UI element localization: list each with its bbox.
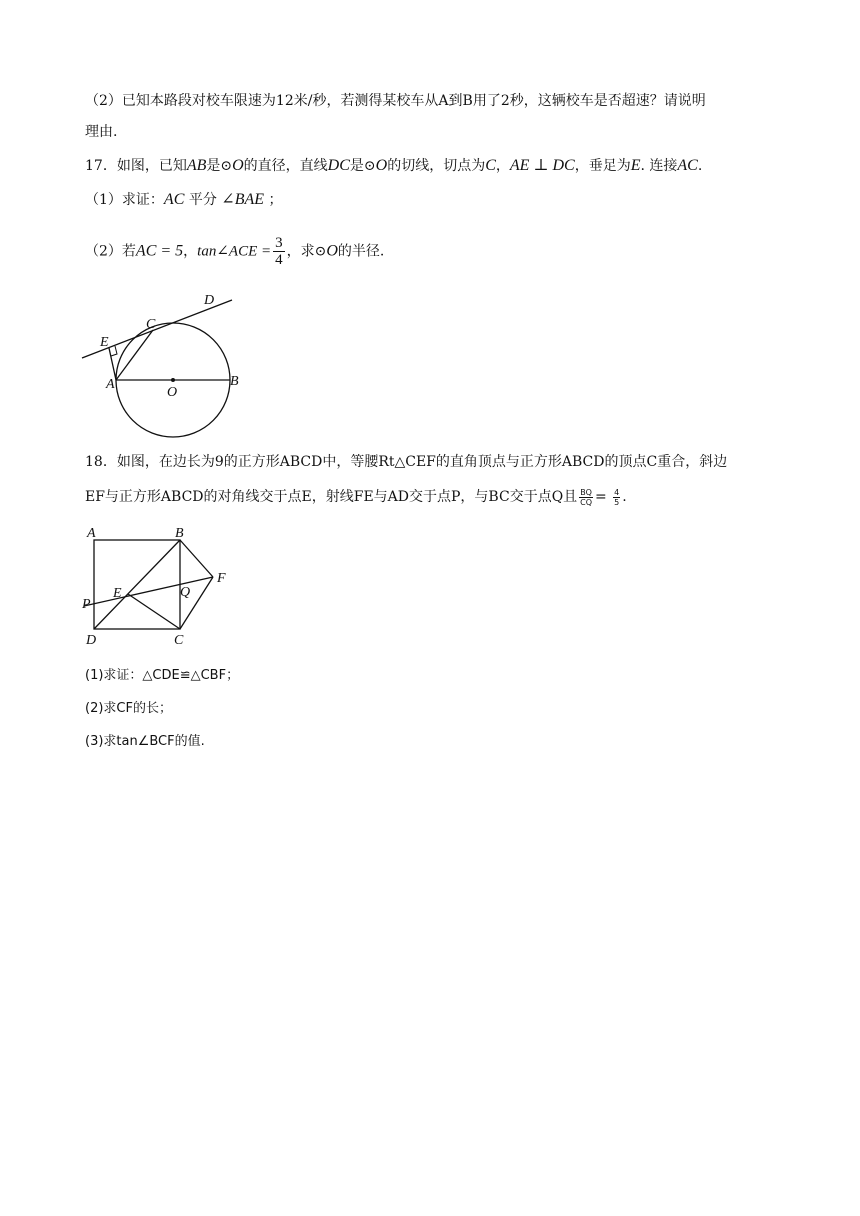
circle-tangent-figure (70, 290, 260, 440)
label-b: B (230, 374, 239, 389)
label-a: A (106, 377, 115, 392)
q17-stem-text: 是⊙ (206, 158, 233, 174)
math-angle-bae: ∠BAE (221, 191, 265, 208)
label-e: E (100, 335, 109, 350)
q17-part1-text: （1）求证： (85, 192, 164, 208)
q17-stem-text: ， (495, 158, 510, 174)
ray-fp (84, 577, 213, 606)
right-angle-mark (111, 346, 117, 356)
segment-ec (128, 594, 180, 629)
q16-part2-line2: 理由. (85, 124, 118, 140)
math-tan-ace: tan∠ACE = (197, 243, 272, 260)
label-o: O (167, 385, 178, 400)
label-c: C (146, 317, 156, 332)
label-f: F (217, 571, 226, 586)
fraction-numerator: 3 (275, 235, 283, 251)
math-c: C (485, 157, 496, 174)
q17-stem-text: 的切线，切点为 (387, 158, 486, 174)
fraction-numerator: BQ (580, 487, 592, 497)
q18-part3: (3)求tan∠BCF的值. (85, 734, 205, 749)
q17-part1 (85, 190, 282, 210)
label-q: Q (180, 585, 191, 600)
q17-stem-text: 17．如图，已知 (85, 158, 187, 174)
q18-line1: 18．如图，在边长为9的正方形ABCD中，等腰Rt△CEF的直角顶点与正方形ABCD的顶点C重合，斜边 (85, 454, 728, 470)
label-b: B (175, 526, 184, 541)
q17-stem (85, 156, 702, 176)
q17-part1-text: 平分 (184, 192, 222, 208)
q18-line2-text: EF与正方形ABCD的对角线交于点E，射线FE与AD交于点P，与BC交于点Q且 (85, 489, 578, 505)
fraction-four-fifths (613, 488, 620, 507)
q17-stem-text: ，垂足为 (574, 158, 631, 174)
fraction-numerator: 4 (614, 487, 620, 497)
label-a: A (87, 526, 96, 541)
q18-line2-text: . (622, 489, 627, 505)
fraction-denominator: CQ (580, 497, 593, 507)
q17-part2-text: ， (183, 243, 198, 260)
fraction-three-quarters (273, 235, 285, 268)
center-point-o (171, 378, 175, 382)
math-ac-eq-5: AC = 5 (135, 242, 184, 260)
math-e: E (630, 157, 641, 174)
q17-stem-text: . (697, 158, 703, 174)
q17-part2 (85, 235, 384, 268)
label-e: E (113, 586, 122, 601)
q17-part1-text: ； (264, 192, 283, 208)
q16-part2-line1: （2）已知本路段对校车限速为12米/秒，若测得某校车从A到B用了2秒，这辆校车是否超速？请说明 (85, 93, 706, 109)
q18-part1: (1)求证：△CDE≌△CBF； (85, 668, 240, 683)
q18-line2-text: = (594, 489, 612, 505)
math-ac: AC (677, 157, 698, 174)
fraction-denominator: 5 (614, 497, 620, 507)
q17-part2-text: ，求⊙ (286, 243, 327, 260)
segment-bf (180, 540, 213, 577)
label-d: D (204, 293, 215, 308)
math-dc: DC (327, 157, 350, 174)
math-ac: AC (163, 191, 185, 208)
math-ae-perp-dc: AE ⊥ DC (509, 157, 575, 174)
fraction-bq-cq (579, 488, 593, 507)
segment-ae (109, 348, 116, 380)
q17-stem-text: . 连接 (640, 158, 678, 174)
label-p: P (82, 597, 91, 612)
fraction-denominator: 4 (275, 252, 283, 268)
q17-part2-text: （2）若 (85, 243, 136, 260)
q17-stem-text: 的直径，直线 (243, 158, 328, 174)
diagonal-bd (94, 540, 180, 629)
math-o: O (375, 157, 388, 174)
q17-stem-text: 是⊙ (349, 158, 376, 174)
math-o: O (232, 157, 244, 174)
q18-part2: (2)求CF的长； (85, 701, 172, 716)
label-c: C (174, 633, 184, 648)
math-o: O (326, 242, 338, 260)
math-ab: AB (186, 157, 207, 174)
q18-line2 (85, 487, 627, 507)
q17-part2-text: 的半径. (337, 243, 385, 260)
label-d: D (86, 633, 97, 648)
square-triangle-figure (70, 520, 240, 655)
